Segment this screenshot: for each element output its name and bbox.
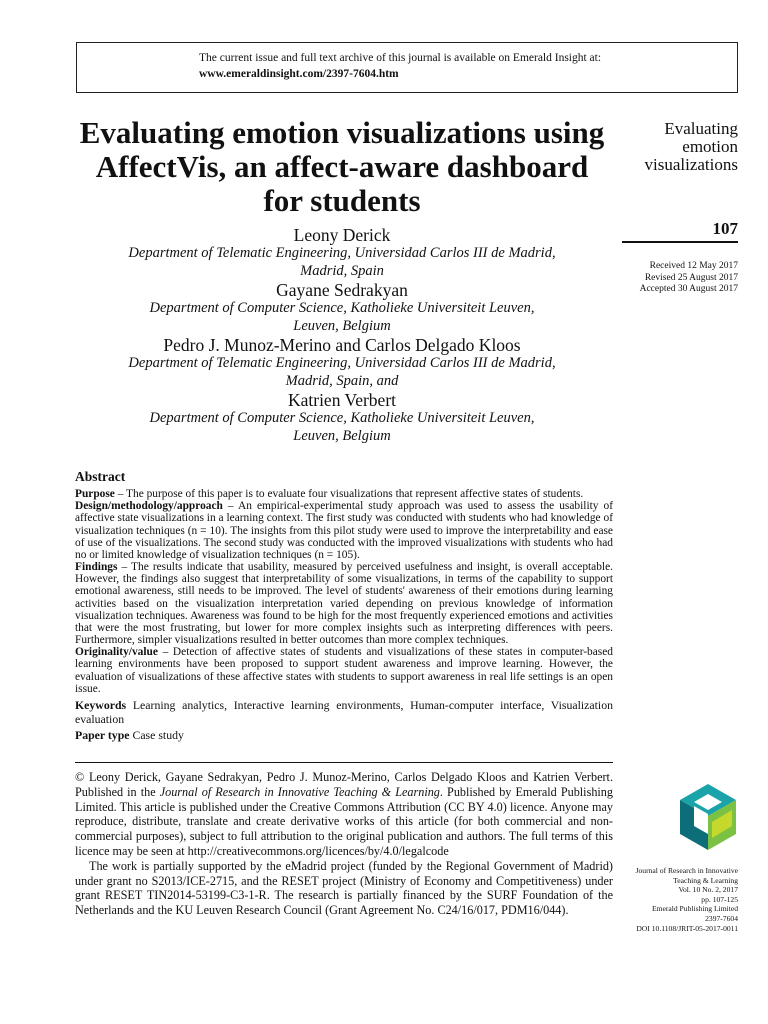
author-name: Katrien Verbert xyxy=(287,390,397,410)
journal-info-line: Journal of Research in Innovative xyxy=(635,866,738,875)
article-dates xyxy=(622,261,738,296)
author-list xyxy=(74,225,610,445)
abstract-keywords xyxy=(75,698,613,726)
funding-paragraph: The work is partially supported by the eMadrid project (funded by the Regional Government of Madrid) under grant no S2013/ICE-2715, and the RESET project (Ministry of Economy and Competitiveness) under grant RESET TIN2014-53199-C3-1-R. The research is partially financed by the SURF Foundation of the Netherlands and the KU Leuven Research Council (Grant Agreement No. C24/16/017, PDM16/044). xyxy=(75,858,613,918)
author-affiliation: Leuven, Belgium xyxy=(293,317,391,334)
journal-citation-info xyxy=(622,866,738,933)
page-number-rule xyxy=(622,241,738,243)
license-text-b: . Published by Emerald Publishing Limited. This article is published under the Creative Commons Attribution (CC BY 4.0) licence. Anyone may reproduce, distribute, translate and create derivative works of this article (for both commercial and non-commercial purposes), subject to full attribution to the original publication and authors. The full terms of this licence may be seen at http://creativecommons.org/licences/by/4.0/legalcode xyxy=(75,784,613,858)
originality-label: Originality/value xyxy=(75,646,158,659)
archive-notice-link[interactable]: www.emeraldinsight.com/2397-7604.htm xyxy=(199,68,399,80)
abstract-heading: Abstract xyxy=(75,469,126,484)
abstract-findings xyxy=(75,561,613,646)
author-name: Gayane Sedrakyan xyxy=(276,280,408,300)
abstract-paper-type xyxy=(75,728,613,742)
journal-info-line: 2397-7604 xyxy=(705,913,738,923)
abstract-purpose xyxy=(75,488,613,500)
keywords-label: Keywords xyxy=(75,697,127,712)
author-affiliation: Department of Computer Science, Katholieke Universiteit Leuven, xyxy=(149,410,535,426)
paper-type-text: Case study xyxy=(129,727,184,742)
running-head-line: Evaluating xyxy=(664,119,738,138)
license-paragraph xyxy=(75,770,613,859)
license-text-a: © Leony Derick, Gayane Sedrakyan, Pedro J. Munoz-Merino, Carlos Delgado Kloos and Katrien Verbert. Published in the xyxy=(75,770,613,799)
abstract-originality xyxy=(75,646,613,695)
archive-notice-box xyxy=(76,42,738,93)
received-date: Received 12 May 2017 xyxy=(649,261,738,271)
originality-text: – Detection of affective states of students and visualizations of these states in computer-based learning environments have been proposed to support student awareness and improve learning. However, the evaluation of visualizations of these affective states with students to support awareness in real life settings is an open issue. xyxy=(75,646,613,695)
findings-label: Findings xyxy=(75,561,118,574)
purpose-text: – The purpose of this paper is to evaluate four visualizations that represent affective states of students. xyxy=(114,488,584,501)
author-affiliation: Department of Telematic Engineering, Universidad Carlos III de Madrid, xyxy=(128,245,556,261)
journal-logo-icon xyxy=(676,782,740,852)
abstract-design xyxy=(75,500,613,561)
abstract-section xyxy=(75,471,613,742)
running-head-line: emotion xyxy=(682,137,738,156)
journal-name: Journal of Research in Innovative Teaching & Learning xyxy=(159,784,440,799)
author-affiliation: Department of Computer Science, Katholieke Universiteit Leuven, xyxy=(149,300,535,316)
paper-type-label: Paper type xyxy=(75,727,130,742)
journal-info-line: Teaching & Learning xyxy=(673,875,738,885)
page-number: 107 xyxy=(712,219,738,238)
findings-text: – The results indicate that usability, measured by perceived usefulness and insight, is overall acceptable. However, the findings also suggest that interpretability of some visualizations, in terms of the capability to support emotional awareness, still needs to be improved. The level of students' awareness of their emotions during learning activities based on the visualization interpretation varied depending on previous knowledge of information visualization techniques. Awareness was found to be high for the most frequently experienced emotions and activities that were the most frustrating, but lower for more complex insights such as interpreting differences with peers. Furthermore, simpler visualizations resulted in better outcomes than more complex techniques. xyxy=(75,561,613,647)
author-name: Pedro J. Munoz-Merino and Carlos Delgado Kloos xyxy=(163,335,521,355)
author-name: Leony Derick xyxy=(293,225,391,245)
author-affiliation: Leuven, Belgium xyxy=(293,427,391,444)
design-text: – An empirical-experimental study approach was used to assess the usability of affective state visualizations in a learning context. The first study was conducted with students who had knowledge of visualization techniques (n = 10). The insights from this pilot study were used to improve the interpretability and ease of use of the visualizations. The second study was conducted with the improved visualizations with students who had no or limited knowledge of visualization techniques (n = 105). xyxy=(75,500,613,561)
design-label: Design/methodology/approach xyxy=(75,500,223,513)
running-head-line: visualizations xyxy=(644,155,738,174)
abstract-divider xyxy=(75,762,613,763)
journal-info-line: Emerald Publishing Limited xyxy=(651,904,738,914)
license-section xyxy=(75,770,613,918)
author-affiliation: Madrid, Spain, and xyxy=(285,372,399,389)
author-affiliation: Madrid, Spain xyxy=(300,262,384,279)
archive-notice-text: The current issue and full text archive of this journal is available on Emerald Insight at: xyxy=(199,52,602,64)
purpose-label: Purpose xyxy=(75,488,115,501)
journal-info-line: pp. 107-125 xyxy=(701,894,738,904)
revised-date: Revised 25 August 2017 xyxy=(644,272,738,283)
journal-info-line: Vol. 10 No. 2, 2017 xyxy=(678,885,738,895)
journal-doi[interactable]: DOI 10.1108/JRIT-05-2017-0011 xyxy=(636,923,738,933)
author-affiliation: Department of Telematic Engineering, Universidad Carlos III de Madrid, xyxy=(128,355,556,371)
keywords-text: Learning analytics, Interactive learning environments, Human-computer interface, Visualization evaluation xyxy=(75,697,613,726)
running-head xyxy=(622,120,738,174)
accepted-date: Accepted 30 August 2017 xyxy=(639,284,738,294)
article-title: Evaluating emotion visualizations using AffectVis, an affect-aware dashboard for students xyxy=(79,115,605,218)
